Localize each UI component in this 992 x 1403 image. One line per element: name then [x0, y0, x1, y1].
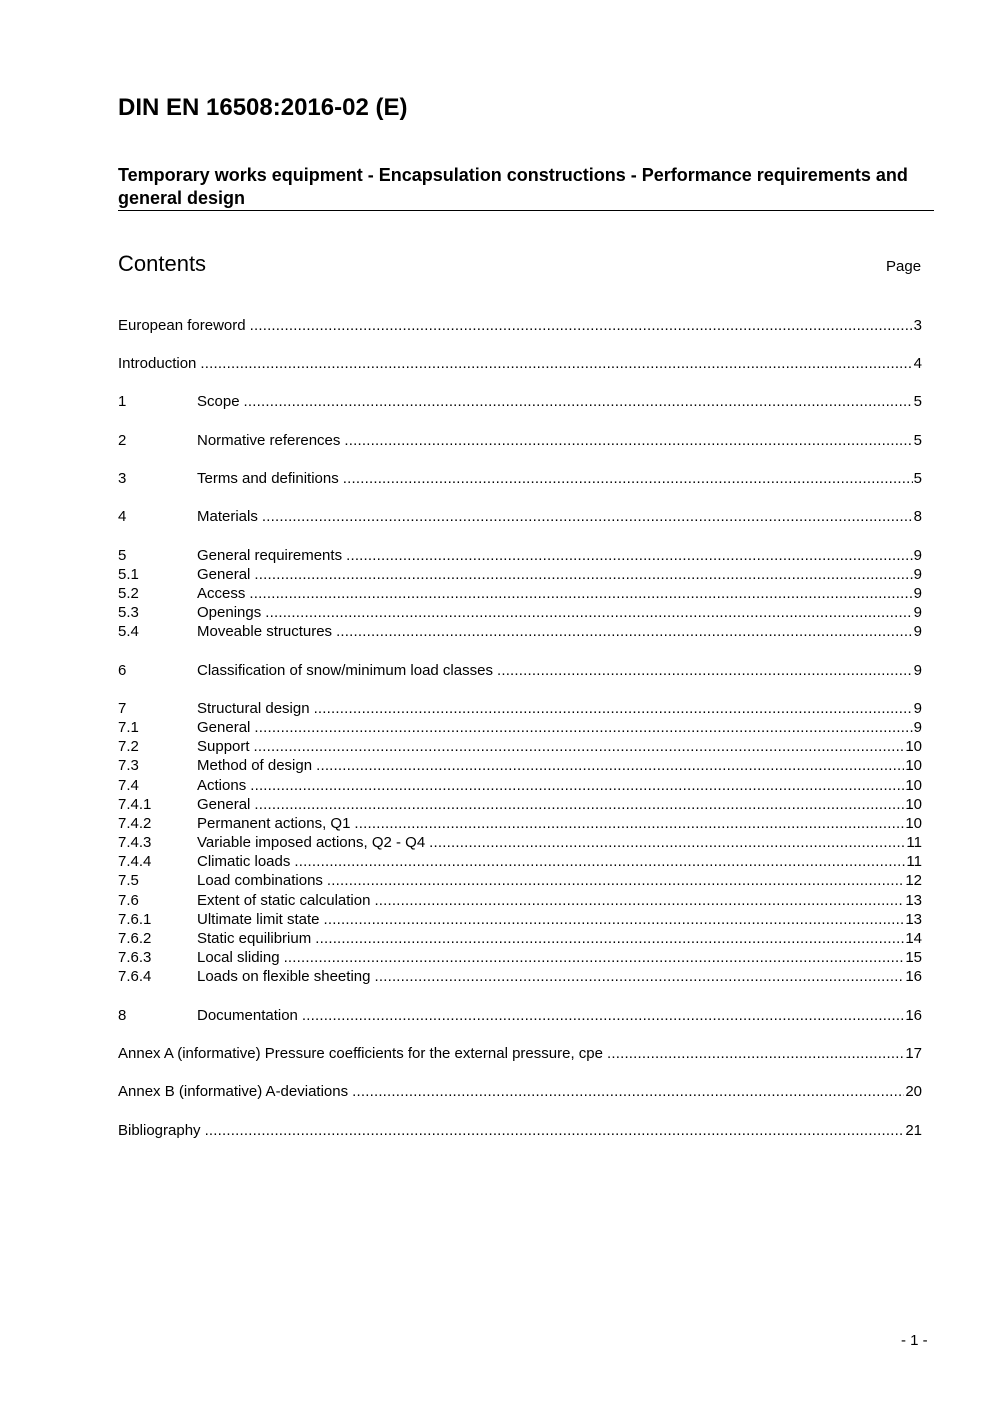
toc-entry-number: 7.3 [118, 757, 139, 774]
toc-entry[interactable] [118, 1082, 922, 1101]
toc-leader-dots [254, 718, 912, 737]
toc-entry-title: Local sliding [197, 949, 280, 966]
toc-entry[interactable] [118, 603, 922, 622]
toc-entry-title: Ultimate limit state [197, 911, 320, 928]
toc-entry-number: 5 [118, 547, 127, 564]
toc-entry-page: 9 [913, 604, 922, 621]
toc-entry-page: 16 [905, 968, 922, 985]
page-column-heading: Page [886, 258, 922, 275]
toc-entry-page: 12 [905, 872, 922, 889]
toc-entry-number: 7.6.1 [118, 911, 152, 928]
toc-leader-dots [265, 603, 912, 622]
toc-leader-dots [302, 1006, 904, 1025]
toc-entry-title: Variable imposed actions, Q2 - Q4 [197, 834, 426, 851]
toc-entry-number: 7.1 [118, 719, 139, 736]
toc-entry-number: 7 [118, 700, 127, 717]
toc-leader-dots [315, 929, 904, 948]
toc-entry[interactable] [118, 1044, 922, 1063]
toc-entry-page: 14 [905, 930, 922, 947]
toc-entry-title: Method of design [197, 757, 313, 774]
toc-entry-title: General requirements [197, 547, 343, 564]
toc-leader-dots [294, 852, 905, 871]
toc-leader-dots [284, 948, 905, 967]
toc-entry-page: 3 [913, 317, 922, 334]
toc-entry-title: Extent of static calculation [197, 892, 371, 909]
toc-entry-page: 10 [905, 815, 922, 832]
toc-entry[interactable] [118, 469, 922, 488]
toc-entry-number: 7.6 [118, 892, 139, 909]
document-id: DIN EN 16508:2016-02 (E) [118, 94, 408, 121]
toc-entry[interactable] [118, 354, 922, 373]
toc-entry-page: 5 [913, 432, 922, 449]
toc-entry-page: 9 [913, 700, 922, 717]
toc-leader-dots [254, 795, 904, 814]
toc-entry-page: 13 [905, 892, 922, 909]
toc-entry-page: 9 [913, 623, 922, 640]
toc-leader-dots [250, 776, 904, 795]
toc-entry[interactable] [118, 948, 922, 967]
toc-entry[interactable] [118, 565, 922, 584]
toc-entry-title: Loads on flexible sheeting [197, 968, 371, 985]
toc-leader-dots [346, 546, 913, 565]
toc-entry[interactable] [118, 392, 922, 411]
toc-entry[interactable] [118, 967, 922, 986]
toc-entry-title: Bibliography [118, 1122, 201, 1139]
toc-entry[interactable] [118, 833, 922, 852]
toc-entry[interactable] [118, 546, 922, 565]
toc-entry-page: 17 [905, 1045, 922, 1062]
toc-leader-dots [354, 814, 904, 833]
toc-entry-title: Classification of snow/minimum load classes [197, 662, 493, 679]
toc-entry-number: 8 [118, 1007, 127, 1024]
toc-entry-title: Documentation [197, 1007, 298, 1024]
toc-entry[interactable] [118, 1006, 922, 1025]
toc-leader-dots [324, 910, 905, 929]
toc-entry-page: 8 [913, 508, 922, 525]
toc-entry-number: 7.6.2 [118, 930, 152, 947]
toc-entry[interactable] [118, 910, 922, 929]
toc-entry-page: 15 [905, 949, 922, 966]
toc-entry-page: 9 [913, 566, 922, 583]
toc-entry-number: 7.6.4 [118, 968, 152, 985]
toc-entry-page: 5 [913, 393, 922, 410]
toc-entry-title: General [197, 566, 251, 583]
toc-entry[interactable] [118, 622, 922, 641]
toc-entry-page: 10 [905, 796, 922, 813]
toc-entry[interactable] [118, 431, 922, 450]
toc-entry[interactable] [118, 871, 922, 890]
toc-entry-title: Annex B (informative) A-deviations [118, 1083, 349, 1100]
footer-page-number: - 1 - [901, 1332, 928, 1349]
toc-leader-dots [250, 316, 913, 335]
toc-leader-dots [314, 699, 913, 718]
toc-entry-title: Actions [197, 777, 247, 794]
toc-entry-page: 16 [905, 1007, 922, 1024]
toc-entry-title: Climatic loads [197, 853, 291, 870]
toc-leader-dots [254, 565, 912, 584]
toc-entry[interactable] [118, 756, 922, 775]
toc-entry-page: 20 [905, 1083, 922, 1100]
toc-leader-dots [374, 891, 904, 910]
toc-entry-title: Support [197, 738, 250, 755]
toc-entry-page: 4 [913, 355, 922, 372]
toc-entry-page: 9 [913, 719, 922, 736]
toc-entry-title: Introduction [118, 355, 197, 372]
toc-entry-page: 10 [905, 757, 922, 774]
toc-entry-page: 21 [905, 1122, 922, 1139]
toc-entry[interactable] [118, 776, 922, 795]
toc-entry-page: 5 [913, 470, 922, 487]
toc-entry-title: Annex A (informative) Pressure coefficients for the external pressure, cpe [118, 1045, 603, 1062]
toc-entry-title: Structural design [197, 700, 310, 717]
toc-leader-dots [607, 1044, 904, 1063]
toc-entry-number: 2 [118, 432, 127, 449]
toc-entry-number: 5.3 [118, 604, 139, 621]
toc-entry[interactable] [118, 814, 922, 833]
toc-leader-dots [205, 1121, 905, 1140]
toc-entry-title: European foreword [118, 317, 246, 334]
toc-entry-number: 5.1 [118, 566, 139, 583]
toc-leader-dots [336, 622, 913, 641]
toc-entry-number: 7.4.4 [118, 853, 152, 870]
toc-entry-title: Static equilibrium [197, 930, 312, 947]
contents-heading: Contents [118, 251, 207, 276]
toc-leader-dots [344, 431, 912, 450]
toc-entry-title: Moveable structures [197, 623, 333, 640]
toc-leader-dots [343, 469, 913, 488]
toc-entry-number: 1 [118, 393, 127, 410]
toc-entry[interactable] [118, 507, 922, 526]
toc-entry[interactable] [118, 718, 922, 737]
toc-entry[interactable] [118, 316, 922, 335]
toc-entry-title: General [197, 796, 251, 813]
toc-entry[interactable] [118, 891, 922, 910]
toc-leader-dots [262, 507, 913, 526]
toc-entry-number: 7.4.2 [118, 815, 152, 832]
toc-entry-title: General [197, 719, 251, 736]
toc-entry-number: 7.4 [118, 777, 139, 794]
toc-leader-dots [316, 756, 904, 775]
toc-entry-title: Openings [197, 604, 262, 621]
toc-leader-dots [497, 661, 913, 680]
toc-entry-number: 7.2 [118, 738, 139, 755]
toc-entry-page: 10 [905, 738, 922, 755]
toc-entry-number: 7.4.3 [118, 834, 152, 851]
toc-entry-page: 9 [913, 547, 922, 564]
toc-entry[interactable] [118, 1121, 922, 1140]
toc-entry-number: 7.4.1 [118, 796, 152, 813]
toc-leader-dots [374, 967, 904, 986]
subtitle-rule [118, 210, 934, 211]
toc-entry-page: 9 [913, 662, 922, 679]
toc-entry-title: Permanent actions, Q1 [197, 815, 351, 832]
toc-entry-number: 5.4 [118, 623, 139, 640]
toc-entry[interactable] [118, 584, 922, 603]
toc-entry-page: 11 [906, 834, 922, 851]
toc-leader-dots [352, 1082, 904, 1101]
toc-entry[interactable] [118, 661, 922, 680]
toc-entry[interactable] [118, 699, 922, 718]
toc-entry[interactable] [118, 929, 922, 948]
toc-entry-page: 9 [913, 585, 922, 602]
toc-entry-number: 7.6.3 [118, 949, 152, 966]
toc-leader-dots [200, 354, 912, 373]
toc-entry-number: 3 [118, 470, 127, 487]
toc-leader-dots [254, 737, 905, 756]
toc-entry-title: Normative references [197, 432, 341, 449]
toc-entry-page: 10 [905, 777, 922, 794]
toc-entry-number: 4 [118, 508, 127, 525]
toc-entry-number: 7.5 [118, 872, 139, 889]
toc-entry-number: 5.2 [118, 585, 139, 602]
toc-entry-number: 6 [118, 662, 127, 679]
toc-leader-dots [249, 584, 912, 603]
toc-entry[interactable] [118, 795, 922, 814]
toc-entry-title: Access [197, 585, 246, 602]
toc-entry-title: Terms and definitions [197, 470, 339, 487]
toc-entry-page: 13 [905, 911, 922, 928]
document-subtitle: Temporary works equipment - Encapsulation constructions - Performance requirements and general design [118, 165, 908, 208]
toc-entry[interactable] [118, 737, 922, 756]
toc-entry-title: Scope [197, 393, 240, 410]
toc-leader-dots [244, 392, 913, 411]
toc-leader-dots [429, 833, 905, 852]
toc-leader-dots [327, 871, 904, 890]
toc-entry-title: Materials [197, 508, 258, 525]
toc-entry-page: 11 [906, 853, 922, 870]
toc-entry-title: Load combinations [197, 872, 323, 889]
toc-entry[interactable] [118, 852, 922, 871]
